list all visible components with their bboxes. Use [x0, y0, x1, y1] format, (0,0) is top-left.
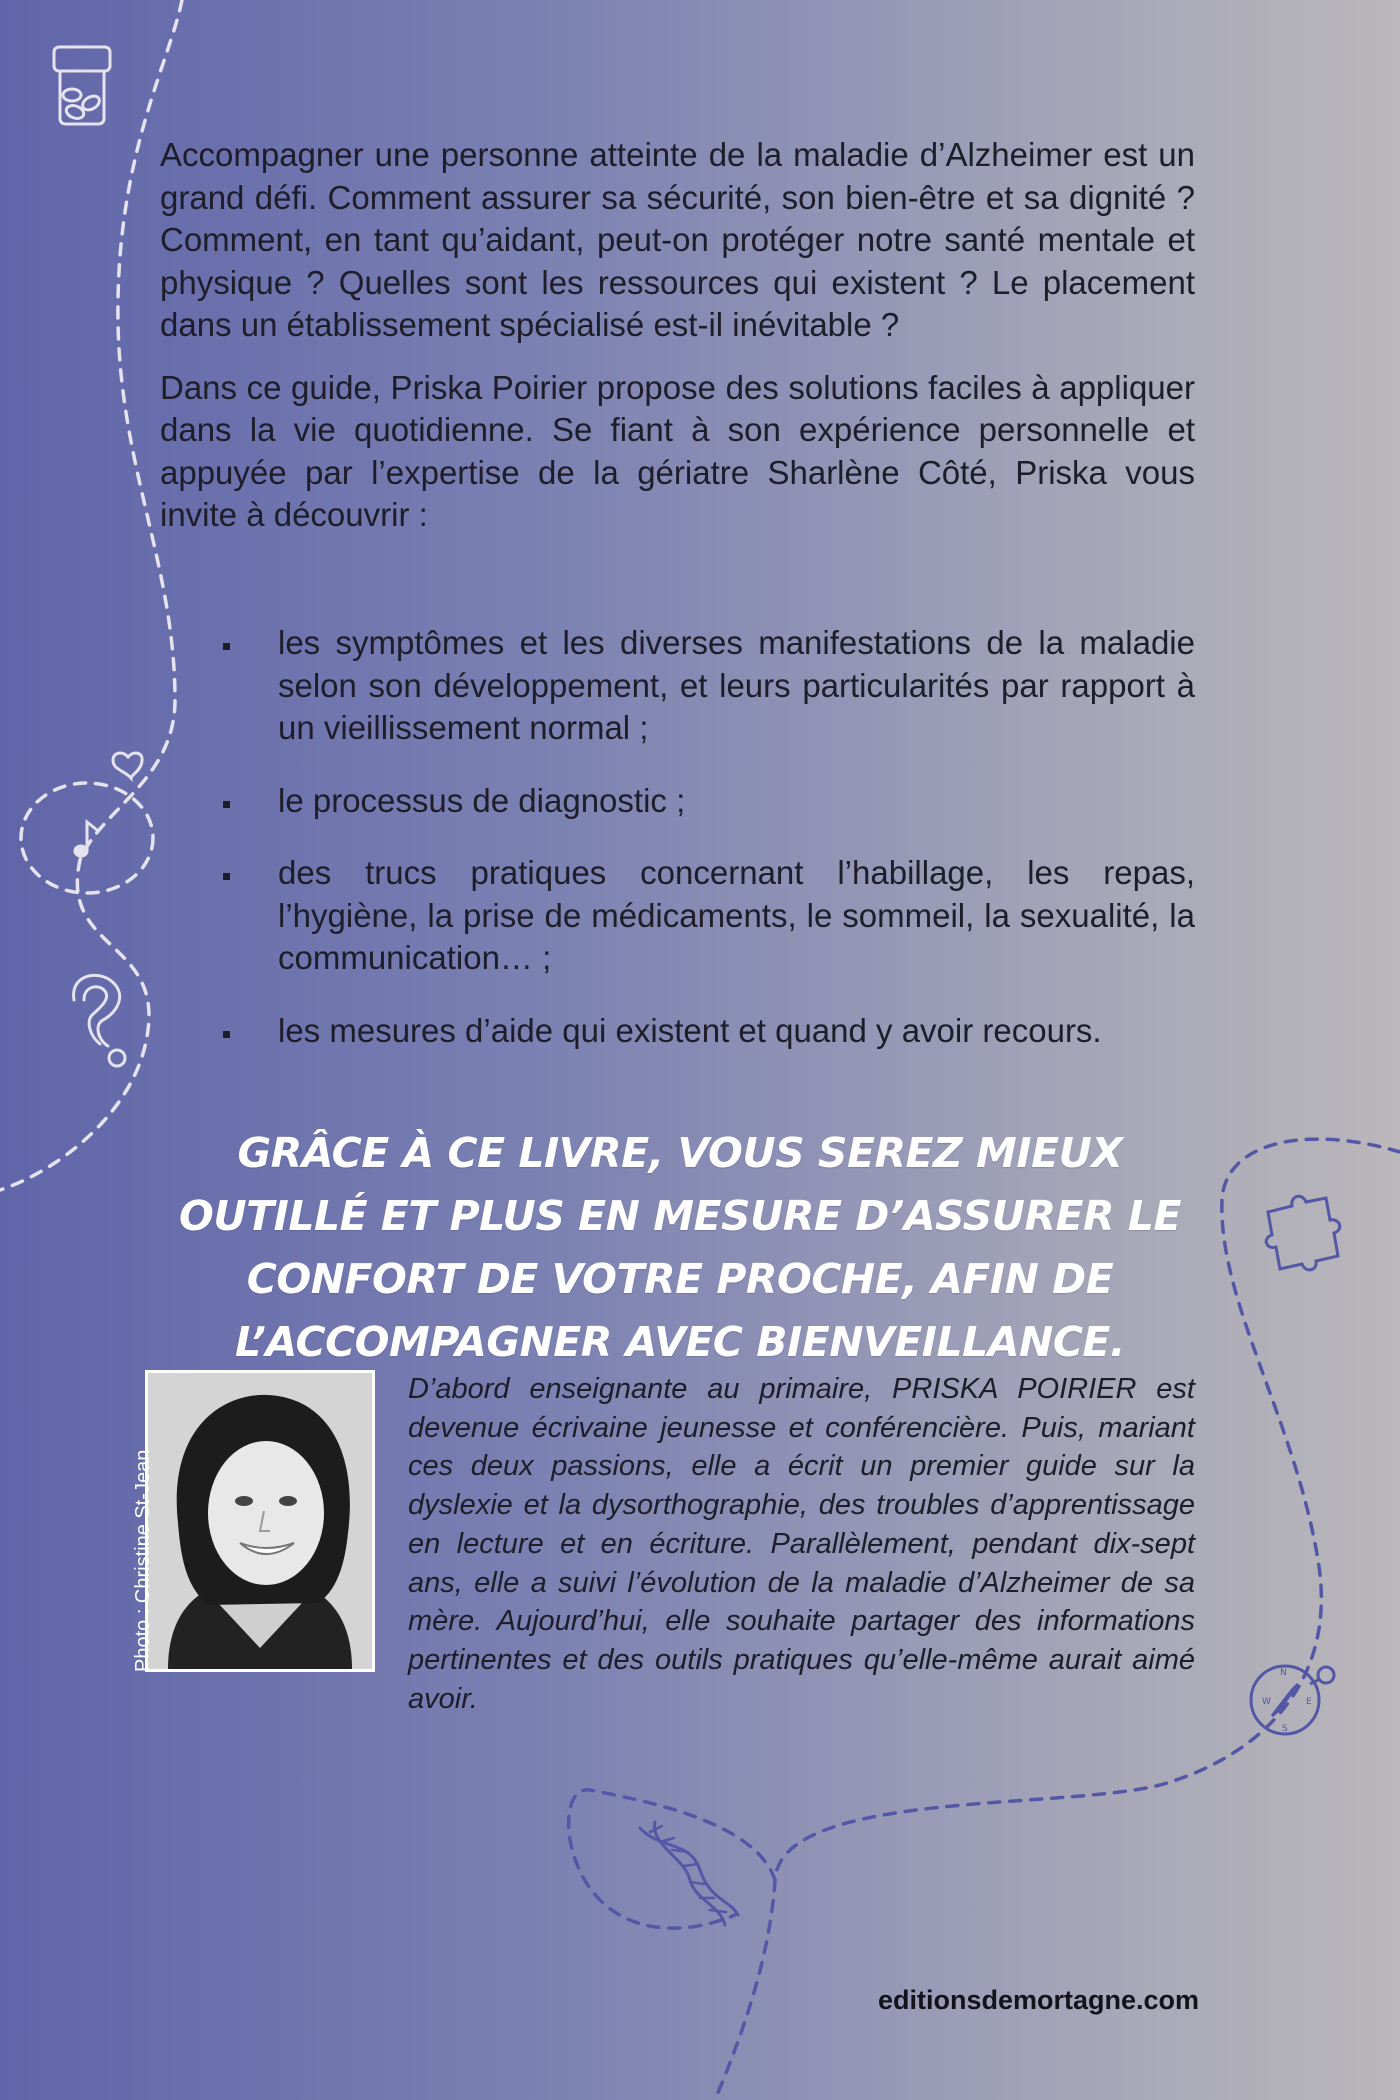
intro-paragraph-2: Dans ce guide, Priska Poirier propose des solutions faciles à appliquer dans la vie quotidienne. Se fiant à son expérience personnelle et appuyée par l’expertise de la gériatre Sharlène Côté, Priska vous invite à découvrir : [160, 368, 1195, 533]
svg-text:N: N [1280, 1668, 1287, 1678]
list-item-text: les mesures d’aide qui existent et quand y avoir recours. [278, 1011, 1102, 1049]
author-bio: D’abord enseignante au primaire, PRISKA POIRIER est devenue écrivaine jeunesse et conférencière. Puis, mariant ces deux passions, elle a écrit un premier guide sur la dyslexie et la dysorthographie, des troubles d’apprentissage en lecture et en écriture. Parallèlement, pendant dix-sept ans, elle a suivi l’évolution de la maladie d’Alzheimer de sa mère. Aujourd’hui, elle souhaite partager des informations pertinentes et des outils pratiques qu’elle-même aurait aimé avoir. [408, 1373, 1195, 1715]
list-item-text: des trucs pratiques concernant l’habillage, les repas, l’hygiène, la prise de médicaments, le sommeil, la sexualité, la communication… ; [278, 854, 1195, 976]
publisher-website: editionsdemortagne.com [877, 1985, 1199, 2015]
svg-text:W: W [1262, 1697, 1271, 1707]
intro-text [160, 134, 1195, 557]
heart-icon [113, 753, 142, 778]
svg-text:S: S [1282, 1724, 1288, 1734]
compass-icon [1251, 1666, 1334, 1734]
dna-icon [640, 1822, 738, 1925]
feature-list [160, 622, 1195, 1082]
bullet-square-icon [223, 643, 230, 650]
photo-credit: Photo : Christine St-Jean [132, 1449, 154, 1672]
list-item-text: les symptômes et les diverses manifestations de la maladie selon son développement, et leurs particularités par rapport à un vieillissement normal ; [278, 624, 1195, 746]
dashed-circle-music [21, 783, 153, 893]
bullet-square-icon [223, 801, 230, 808]
intro-paragraph-1: Accompagner une personne atteinte de la maladie d’Alzheimer est un grand défi. Comment assurer sa sécurité, son bien-être et sa dignité ? Comment, en tant qu’aidant, peut-on protéger notre santé mentale et physique ? Quelles sont les ressources qui existent ? Le placement dans un établissement spécialisé est-il inévitable ? [160, 136, 1195, 343]
tagline: GRÂCE À CE LIVRE, VOUS SEREZ MIEUX OUTILLÉ ET PLUS EN MESURE D’ASSURER LE CONFORT DE VOTRE PROCHE, AFIN DE L’ACCOMPAGNER AVEC BIENVEILLANCE. [178, 1129, 1182, 1366]
list-item [160, 622, 1195, 750]
bullet-square-icon [223, 873, 230, 880]
dashed-loop-dna [569, 1790, 775, 1928]
list-item [160, 780, 1195, 823]
dashed-line-top-left [0, 0, 182, 1190]
list-item [160, 852, 1195, 980]
pill-jar-icon [54, 47, 110, 124]
author-portrait-illustration [148, 1373, 372, 1669]
svg-text:E: E [1306, 1697, 1312, 1707]
list-item-text: le processus de diagnostic ; [278, 781, 686, 819]
bullet-square-icon [223, 1031, 230, 1038]
author-photo [145, 1370, 375, 1672]
music-note-icon [75, 822, 97, 856]
list-item [160, 1010, 1195, 1053]
puzzle-piece-icon [1266, 1196, 1340, 1270]
question-mark-icon [74, 975, 125, 1066]
